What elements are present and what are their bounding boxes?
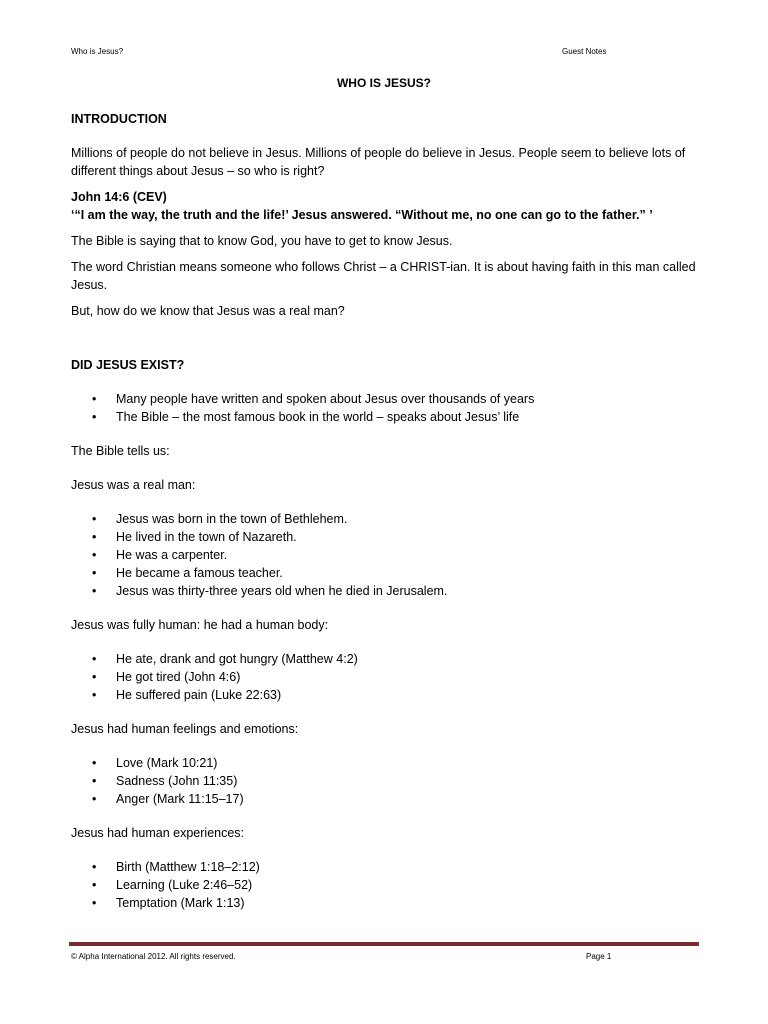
list-item: • Anger (Mark 11:15–17) xyxy=(92,792,244,806)
intro-paragraph-3: The word Christian means someone who follows Christ – a CHRIST-ian. It is about having faith in this man called Jesus. xyxy=(71,260,696,292)
feelings-label: Jesus had human feelings and emotions: xyxy=(71,722,299,736)
footer-copyright: © Alpha International 2012. All rights reserved. xyxy=(71,952,236,961)
list-item: • He was a carpenter. xyxy=(92,548,228,562)
list-item: • He got tired (John 4:6) xyxy=(92,670,241,684)
intro-paragraph-4: But, how do we know that Jesus was a real man? xyxy=(71,304,345,318)
intro-heading: INTRODUCTION xyxy=(71,112,167,126)
list-item: • He suffered pain (Luke 22:63) xyxy=(92,688,282,702)
footer-rule xyxy=(69,942,699,946)
list-item: • He ate, drank and got hungry (Matthew 4:2) xyxy=(92,652,358,666)
bible-tells-label: The Bible tells us: xyxy=(71,444,170,458)
header-right: Guest Notes xyxy=(562,47,607,56)
list-item: • Jesus was thirty-three years old when he died in Jerusalem. xyxy=(92,584,448,598)
list-item: • Birth (Matthew 1:18–2:12) xyxy=(92,860,260,874)
intro-paragraph-2: The Bible is saying that to know God, you have to get to know Jesus. xyxy=(71,234,453,248)
list-item: • Learning (Luke 2:46–52) xyxy=(92,878,253,892)
page-title: WHO IS JESUS? xyxy=(336,76,431,90)
real-man-label: Jesus was a real man: xyxy=(71,478,196,492)
list-item: • Sadness (John 11:35) xyxy=(92,774,238,788)
feelings-list xyxy=(71,754,701,808)
human-label: Jesus was fully human: he had a human body: xyxy=(71,618,329,632)
list-item: • Many people have written and spoken about Jesus over thousands of years xyxy=(92,392,535,406)
verse-text: ‘“I am the way, the truth and the life!’ Jesus answered. “Without me, no one can go to the father.” ’ xyxy=(71,208,653,222)
intro-paragraph-1: Millions of people do not believe in Jesus. Millions of people do believe in Jesus. People seem to believe lots of different things about Jesus – so who is right? xyxy=(71,146,686,178)
header-left: Who is Jesus? xyxy=(71,47,124,56)
list-item: • Jesus was born in the town of Bethlehem. xyxy=(92,512,348,526)
experiences-label: Jesus had human experiences: xyxy=(71,826,245,840)
verse-reference: John 14:6 (CEV) xyxy=(71,190,167,204)
exist-heading: DID JESUS EXIST? xyxy=(71,358,185,372)
list-item: • He lived in the town of Nazareth. xyxy=(92,530,297,544)
list-item: • Love (Mark 10:21) xyxy=(92,756,218,770)
list-item: • Temptation (Mark 1:13) xyxy=(92,896,245,910)
list-item: • He became a famous teacher. xyxy=(92,566,283,580)
real-man-list xyxy=(71,510,701,600)
human-list xyxy=(71,650,701,704)
list-item: • The Bible – the most famous book in the world – speaks about Jesus’ life xyxy=(92,410,520,424)
exist-bullet-list xyxy=(71,390,701,426)
document-body xyxy=(71,110,701,912)
page-number: Page 1 xyxy=(586,952,612,961)
experiences-list xyxy=(71,858,701,912)
